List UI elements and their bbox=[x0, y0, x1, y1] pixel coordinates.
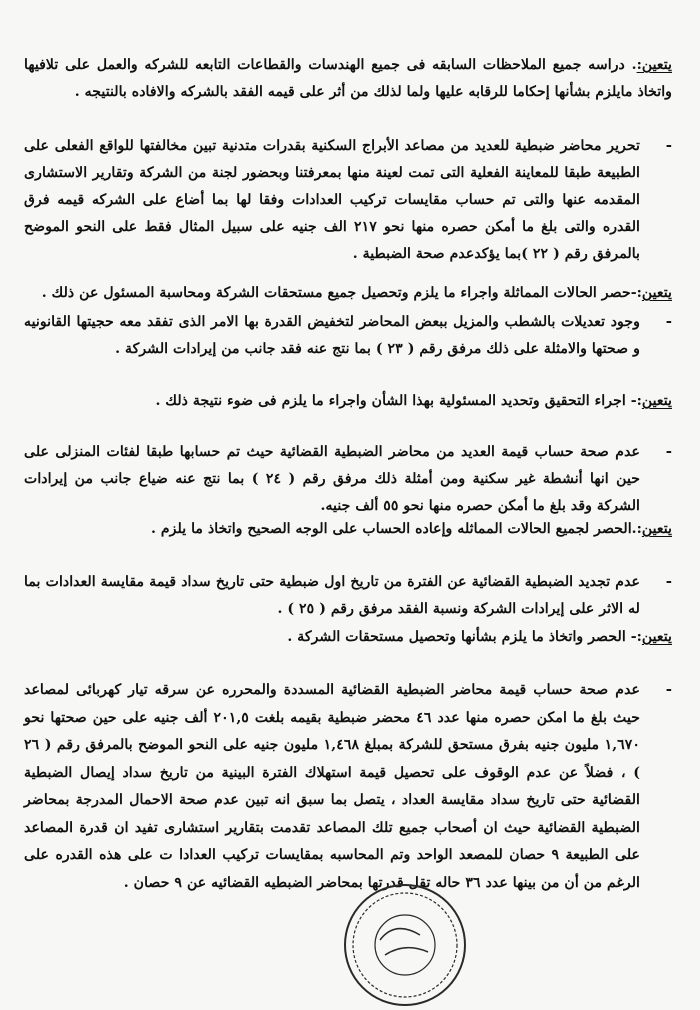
paragraph-text: :-حصر الحالات المماثلة واجراء ما يلزم وتحصيل جميع مستحقات الشركة ومحاسبة المسئول عن ذلك . bbox=[41, 285, 642, 301]
paragraph-text: تحرير محاضر ضبطية للعديد من مصاعد الأبراج السكنية بقدرات متدنية تبين مخالفتها للواقع الفعلى على الطبيعة طبقا للمعاينة الفعلية التى تمت لعينة منها بمعرفتنا وبحضور لجنة من الشركة وتقارير الاستشارى المقدمه عنها والتى تم حساب مقايسات تركيب العدادات وفقا لها بما أضاع على الشركه قيمه فرق القدره والتى بلغ ما أمكن حصره منها نحو ٢١٧ الف جنيه على سبيل المثال فقط على النحو الموضح بالمرفق رقم ( ٢٢ )بما يؤكدعدم صحة الضبطية . bbox=[24, 138, 640, 262]
paragraph-lead: يتعين bbox=[641, 629, 672, 645]
paragraph-1 bbox=[24, 52, 672, 106]
paragraph-lead: يتعين bbox=[641, 285, 672, 301]
paragraph-text: عدم صحة حساب قيمة العديد من محاضر الضبطية القضائية حيث تم حسابها طبقا لفئات المنزلى على حين انها أنشطة غير سكنية ومن أمثلة ذلك مرفق رقم ( ٢٤ ) بما نتج عنه ضياع جانب من إيرادات الشركة وقد بلغ ما أمكن حصره منها نحو ٥٥ ألف جنيه. bbox=[24, 444, 640, 514]
paragraph-lead: يتعين bbox=[641, 521, 672, 537]
paragraph-text: عدم تجديد الضبطية القضائية عن الفترة من تاريخ اول ضبطية حتى تاريخ سداد قيمة مقايسة العدادات بما له الاثر على إيرادات الشركة ونسبة الفقد مرفق رقم ( ٢٥ ) . bbox=[24, 574, 640, 617]
paragraph-text: :- الحصر واتخاذ ما يلزم بشأنها وتحصيل مستحقات الشركة . bbox=[287, 629, 642, 645]
seal-stamp-icon bbox=[340, 880, 470, 1010]
paragraph-2 bbox=[24, 133, 640, 268]
paragraph-text: :.الحصر لجميع الحالات المماثله وإعاده الحساب على الوجه الصحيح واتخاذ ما يلزم . bbox=[151, 521, 642, 537]
paragraph-lead: يتعين bbox=[641, 393, 672, 409]
paragraph-8 bbox=[24, 569, 640, 623]
paragraph-9 bbox=[24, 624, 672, 651]
paragraph-text: عدم صحة حساب قيمة محاضر الضبطية القضائية المسددة والمحرره عن سرقه تيار كهربائى لمصاعد حيث بلغ ما امكن حصره منها عدد ٤٦ محضر ضبطية بقيمه بلغت ٢٠١,٥ ألف جنيه على حين صحتها نحو ١,٦٧٠ مليون جنيه بفرق مستحق للشركة بمبلغ ١,٤٦٨ مليون جنيه على النحو الموضح بالمرفق رقم ( ٢٦ ) ، فضلاً عن عدم الوقوف على تحصيل قيمة استهلاك الفترة البينية من تاريخ سداد إيصال الضبطية القضائية حتى تاريخ سداد مقايسة العداد ، يتصل بما سبق انه تبين عدم صحة الاحمال المدرجة بمحاضر الضبطية القضائية حيث ان أصحاب جميع تلك المصاعد تقدمت بتقارير استشارى تفيد ان قدرة المصاعد على الطبيعة ٩ حصان للمصعد الواحد وتم المحاسبه بمقايسات تركيب العدادا ت على هذه القدره على الرغم من أن من بينها عدد ٣٦ حاله تقل قدرتها بمحاضر الضبطيه القضائيه عن ٩ حصان . bbox=[24, 682, 641, 891]
paragraph-lead: يتعين: bbox=[636, 57, 672, 73]
bullet-dash: - bbox=[665, 312, 672, 330]
paragraph-10 bbox=[24, 677, 640, 897]
bullet-dash: - bbox=[665, 442, 672, 460]
bullet-dash: - bbox=[665, 680, 672, 698]
bullet-dash: - bbox=[665, 136, 672, 154]
paragraph-6 bbox=[24, 439, 640, 520]
paragraph-5 bbox=[24, 388, 672, 415]
paragraph-text: :- اجراء التحقيق وتحديد المسئولية بهذا الشأن واجراء ما يلزم فى ضوء نتيجة ذلك . bbox=[155, 393, 642, 409]
paragraph-text: . دراسه جميع الملاحظات السابقه فى جميع الهندسات والقطاعات التابعه للشركه والعمل على تلافيها واتخاذ مايلزم بشأنها إحكاما للرقابه عليها ولما لذلك من أثر على قيمه الفقد بالشركه والافاده بالنتيجه . bbox=[24, 57, 672, 100]
paragraph-4 bbox=[24, 309, 640, 363]
paragraph-3 bbox=[24, 280, 672, 307]
bullet-dash: - bbox=[665, 572, 672, 590]
paragraph-text: وجود تعديلات بالشطب والمزيل ببعض المحاضر لتخفيض القدرة بها الامر الذى تفقد معه حجيتها القانونيه و صحتها والامثلة على ذلك مرفق رقم ( ٢٣ ) بما نتج عنه فقد جانب من إيرادات الشركة . bbox=[24, 314, 640, 357]
paragraph-7 bbox=[24, 516, 672, 543]
